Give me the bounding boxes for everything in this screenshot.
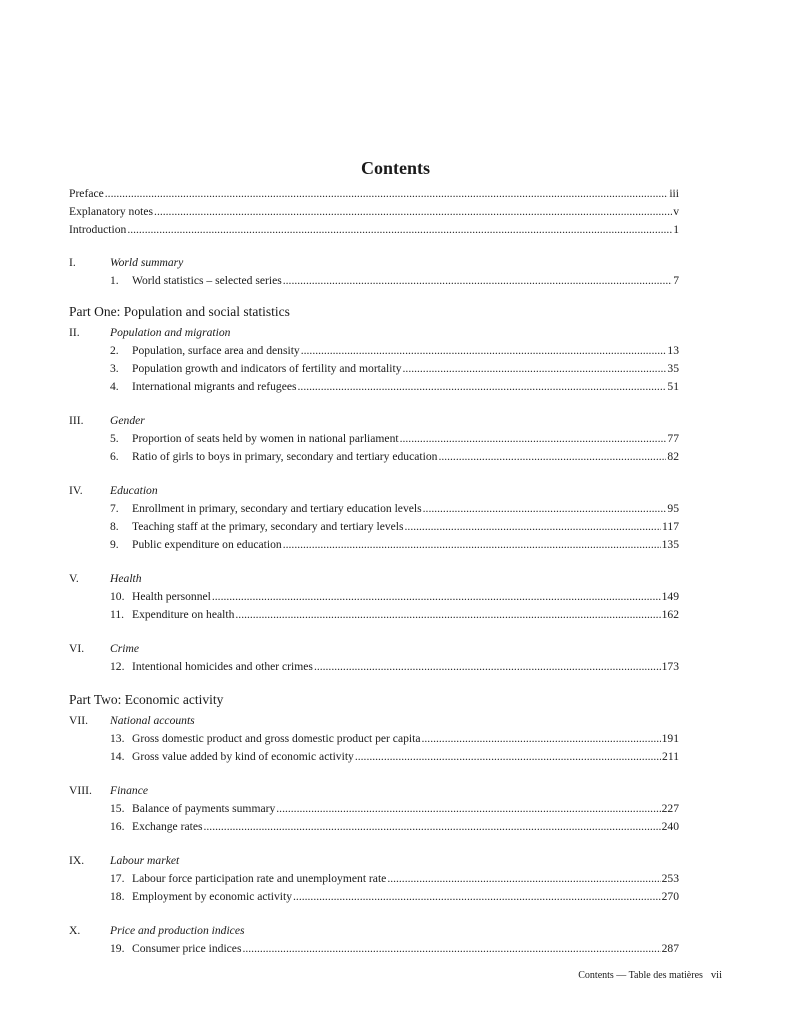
toc-entry-page: 1 — [673, 223, 679, 236]
toc-entry-page: 82 — [667, 450, 679, 463]
chapter-title: Labour market — [110, 854, 180, 867]
toc-entry-label: Population growth and indicators of fertility and mortality — [132, 362, 402, 375]
toc-entry-number: 5. — [110, 432, 119, 445]
table-of-contents — [69, 185, 679, 958]
toc-entry[interactable] — [69, 518, 679, 536]
toc-entry-label: Introduction — [69, 223, 127, 236]
toc-entry[interactable] — [69, 748, 679, 766]
toc-entry-preface[interactable] — [69, 185, 679, 203]
chapter-title: Gender — [110, 414, 145, 427]
toc-entry-label: Labour force participation rate and unemployment rate — [132, 872, 387, 885]
chapter-title: Finance — [110, 784, 148, 797]
toc-entry-label: Preface — [69, 187, 104, 200]
toc-entry-page: 35 — [667, 362, 679, 375]
leader-dots — [405, 518, 662, 536]
toc-entry-label: Population, surface area and density — [132, 344, 300, 357]
toc-entry[interactable] — [69, 342, 679, 360]
toc-entry-page: iii — [669, 187, 679, 200]
toc-entry-page: 191 — [661, 732, 679, 745]
chapter-numeral: I. — [69, 256, 76, 269]
chapter-title: Crime — [110, 642, 139, 655]
leader-dots — [293, 888, 661, 906]
toc-entry[interactable] — [69, 606, 679, 624]
toc-entry-label: Explanatory notes — [69, 205, 154, 218]
leader-dots — [105, 185, 669, 203]
toc-entry-number: 3. — [110, 362, 119, 375]
leader-dots — [422, 730, 661, 748]
leader-dots — [276, 800, 660, 818]
leader-dots — [355, 748, 661, 766]
chapter-heading — [69, 640, 679, 658]
leader-dots — [242, 940, 660, 958]
toc-entry-number: 12. — [110, 660, 125, 673]
chapter-numeral: IV. — [69, 484, 83, 497]
chapter-title: Education — [110, 484, 158, 497]
toc-entry-label: Gross domestic product and gross domestic product per capita — [132, 732, 421, 745]
toc-entry-page: 253 — [661, 872, 679, 885]
toc-entry[interactable] — [69, 272, 679, 290]
chapter-title: National accounts — [110, 714, 195, 727]
leader-dots — [127, 221, 672, 239]
toc-entry[interactable] — [69, 430, 679, 448]
toc-entry-page: 227 — [661, 802, 679, 815]
chapter-title: World summary — [110, 256, 184, 269]
toc-entry-page: 287 — [661, 942, 679, 955]
toc-entry-number: 6. — [110, 450, 119, 463]
footer-page-number: vii — [710, 970, 722, 981]
toc-entry-number: 2. — [110, 344, 119, 357]
chapter-numeral: IX. — [69, 854, 85, 867]
toc-entry-number: 14. — [110, 750, 125, 763]
toc-entry-page: 117 — [662, 520, 679, 533]
toc-entry[interactable] — [69, 658, 679, 676]
toc-entry[interactable] — [69, 378, 679, 396]
toc-entry-page: 211 — [662, 750, 679, 763]
leader-dots — [154, 203, 672, 221]
leader-dots — [298, 378, 667, 396]
chapter-numeral: V. — [69, 572, 79, 585]
toc-entry-number: 7. — [110, 502, 119, 515]
toc-entry[interactable] — [69, 588, 679, 606]
toc-entry-page: 149 — [661, 590, 679, 603]
leader-dots — [204, 818, 661, 836]
chapter-title: Population and migration — [110, 326, 231, 339]
leader-dots — [283, 272, 672, 290]
chapter-heading — [69, 412, 679, 430]
toc-entry[interactable] — [69, 800, 679, 818]
toc-entry[interactable] — [69, 870, 679, 888]
leader-dots — [400, 430, 667, 448]
toc-entry-number: 9. — [110, 538, 119, 551]
toc-entry-number: 4. — [110, 380, 119, 393]
toc-entry-label: Intentional homicides and other crimes — [132, 660, 313, 673]
leader-dots — [314, 658, 661, 676]
toc-entry[interactable] — [69, 818, 679, 836]
toc-entry[interactable] — [69, 888, 679, 906]
toc-entry[interactable] — [69, 940, 679, 958]
toc-entry-label: Gross value added by kind of economic activity — [132, 750, 354, 763]
toc-entry-label: Consumer price indices — [132, 942, 242, 955]
leader-dots — [235, 606, 660, 624]
chapter-title: Health — [110, 572, 142, 585]
toc-entry-number: 19. — [110, 942, 125, 955]
toc-entry-number: 8. — [110, 520, 119, 533]
chapter-numeral: VI. — [69, 642, 85, 655]
toc-entry-number: 1. — [110, 274, 119, 287]
toc-entry-label: Employment by economic activity — [132, 890, 293, 903]
leader-dots — [283, 536, 661, 554]
part-heading: Part One: Population and social statistics — [69, 304, 290, 319]
toc-entry-label: Expenditure on health — [132, 608, 235, 621]
toc-entry-number: 17. — [110, 872, 125, 885]
leader-dots — [387, 870, 660, 888]
toc-entry-page: 162 — [661, 608, 679, 621]
toc-entry-number: 11. — [110, 608, 125, 621]
toc-entry-page: 95 — [667, 502, 679, 515]
chapter-heading — [69, 254, 679, 272]
chapter-heading — [69, 782, 679, 800]
leader-dots — [423, 500, 667, 518]
toc-entry-page: 13 — [667, 344, 679, 357]
toc-entry-label: Ratio of girls to boys in primary, secondary and tertiary education — [132, 450, 438, 463]
toc-entry-label: Teaching staff at the primary, secondary and tertiary levels — [132, 520, 404, 533]
toc-entry-label: International migrants and refugees — [132, 380, 297, 393]
toc-entry-page: v — [673, 205, 679, 218]
chapter-numeral: VII. — [69, 714, 88, 727]
chapter-heading — [69, 922, 679, 940]
toc-entry-page: 7 — [673, 274, 679, 287]
toc-entry[interactable] — [69, 500, 679, 518]
toc-entry-label: Public expenditure on education — [132, 538, 282, 551]
toc-entry-page: 77 — [667, 432, 679, 445]
toc-entry-page: 51 — [667, 380, 679, 393]
chapter-heading — [69, 852, 679, 870]
footer-running-title: Contents — Table des matières — [578, 970, 703, 981]
page-title: Contents — [360, 158, 430, 178]
toc-entry-label: Proportion of seats held by women in national parliament — [132, 432, 399, 445]
chapter-heading — [69, 570, 679, 588]
toc-entry-page: 240 — [661, 820, 679, 833]
toc-entry-page: 173 — [661, 660, 679, 673]
leader-dots — [403, 360, 667, 378]
toc-entry-number: 16. — [110, 820, 125, 833]
leader-dots — [212, 588, 661, 606]
part-heading: Part Two: Economic activity — [69, 692, 224, 707]
chapter-numeral: III. — [69, 414, 84, 427]
toc-entry-label: Enrollment in primary, secondary and tertiary education levels — [132, 502, 422, 515]
toc-entry-explanatory-notes[interactable] — [69, 203, 679, 221]
toc-entry-label: Exchange rates — [132, 820, 203, 833]
toc-entry[interactable] — [69, 536, 679, 554]
toc-entry[interactable] — [69, 448, 679, 466]
page-footer — [578, 970, 722, 981]
chapter-numeral: VIII. — [69, 784, 92, 797]
toc-entry-number: 10. — [110, 590, 125, 603]
toc-entry-page: 135 — [661, 538, 679, 551]
chapter-heading — [69, 712, 679, 730]
toc-entry-introduction[interactable] — [69, 221, 679, 239]
toc-entry-label: Balance of payments summary — [132, 802, 276, 815]
chapter-heading — [69, 324, 679, 342]
leader-dots — [301, 342, 667, 360]
toc-entry-page: 270 — [661, 890, 679, 903]
leader-dots — [438, 448, 666, 466]
toc-entry-number: 15. — [110, 802, 125, 815]
toc-entry[interactable] — [69, 730, 679, 748]
chapter-heading — [69, 482, 679, 500]
toc-entry-label: World statistics – selected series — [132, 274, 282, 287]
toc-entry-number: 13. — [110, 732, 125, 745]
toc-entry-label: Health personnel — [132, 590, 211, 603]
chapter-numeral: X. — [69, 924, 81, 937]
toc-entry-number: 18. — [110, 890, 125, 903]
chapter-numeral: II. — [69, 326, 80, 339]
chapter-title: Price and production indices — [110, 924, 245, 937]
toc-entry[interactable] — [69, 360, 679, 378]
